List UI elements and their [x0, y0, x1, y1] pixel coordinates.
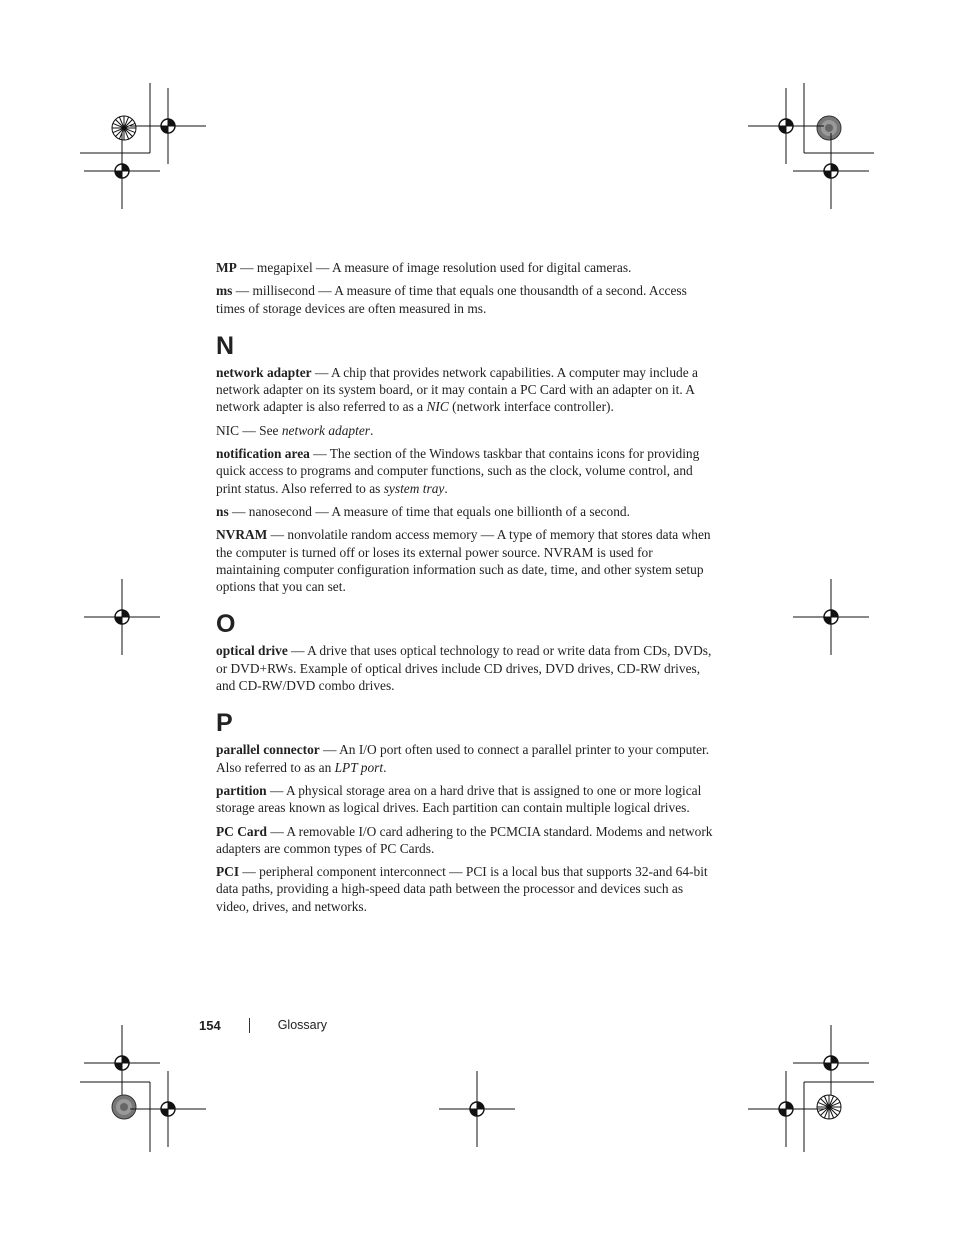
page-number: 154 [199, 1017, 221, 1033]
entry-dash: — [311, 364, 331, 380]
entry-dash: — [267, 527, 288, 543]
entry-dash: — [239, 864, 260, 880]
entry-definition-end: (network interface controller). [448, 399, 614, 415]
entry-term: partition [216, 782, 267, 798]
entry-dash: — [266, 782, 286, 798]
glossary-body [216, 259, 716, 921]
entry-definition: nanosecond — A measure of time that equals one billionth of a second. [248, 503, 630, 519]
entry-italic: NIC [426, 399, 449, 415]
entry-term: notification area [216, 446, 310, 462]
footer-section-title: Glossary [277, 1018, 328, 1032]
entry-italic: system tray [383, 480, 445, 496]
entry-definition: nonvolatile random access memory — A type of memory that stores data when the computer is turned off or loses its external power source. NVRAM is used for maintaining computer configuration information such as date, time, and other system setup options that you can set. [216, 527, 711, 595]
entry-definition-end: . [383, 759, 387, 775]
entry-term: ms [216, 283, 233, 299]
entry-dash: — [232, 283, 253, 299]
entry-italic: LPT port [334, 759, 384, 775]
glossary-entry-ms [216, 282, 716, 317]
footer-divider [249, 1018, 250, 1033]
entry-definition: The section of the Windows taskbar that contains icons for providing quick access to programs and computer functions, such as the clock, volume control, and print status. Also referred to as [216, 446, 700, 496]
entry-definition-end: . [444, 480, 448, 496]
entry-dash: — [239, 422, 260, 438]
entry-term: ns [216, 503, 229, 519]
entry-term: PC Card [216, 823, 267, 839]
entry-italic: network adapter [281, 422, 370, 438]
entry-term: NVRAM [216, 527, 268, 543]
glossary-entry-partition [216, 782, 716, 817]
glossary-entry-ns [216, 503, 716, 520]
entry-definition: A physical storage area on a hard drive that is assigned to one or more logical storage areas known as logical drives. Each partition can contain multiple logical drives. [216, 782, 702, 816]
glossary-entry-optical-drive [216, 642, 716, 694]
entry-definition: An I/O port often used to connect a parallel printer to your computer. Also referred to as an [216, 742, 710, 775]
glossary-entry-pc-card [216, 823, 716, 858]
entry-dash: — [287, 643, 308, 659]
entry-dash: — [266, 823, 287, 839]
section-heading-n: N [216, 331, 235, 360]
entry-term: PCI [216, 864, 240, 880]
section-heading-o: O [216, 610, 236, 639]
entry-dash: — [236, 260, 257, 275]
entry-definition: See [259, 422, 282, 438]
glossary-entry-notification-area [216, 445, 716, 497]
entry-definition-end: . [370, 422, 374, 438]
entry-term: network adapter [216, 364, 312, 380]
glossary-entry-mp [216, 259, 716, 276]
entry-definition: peripheral component interconnect — PCI is a local bus that supports 32-and 64-bit data paths, providing a high-speed data path between the processor and devices such as video, drives, and networks. [216, 864, 708, 914]
glossary-entry-network-adapter [216, 364, 716, 416]
glossary-entry-pci [216, 863, 716, 915]
glossary-entry-nvram [216, 526, 716, 595]
entry-term: NIC [216, 422, 240, 438]
entry-definition: A drive that uses optical technology to read or write data from CDs, DVDs, or DVD+RWs. Example of optical drives include CD drives, DVD drives, CD-RW drives, and CD-RW/DVD combo drives. [216, 643, 712, 694]
entry-definition: megapixel — A measure of image resolution used for digital cameras. [256, 260, 632, 275]
entry-dash: — [228, 503, 249, 519]
entry-term: MP [216, 260, 237, 275]
entry-dash: — [319, 742, 340, 758]
entry-definition: A chip that provides network capabilities. A computer may include a network adapter on its system board, or it may contain a PC Card with an adapter on it. A network adapter is also referred to as a [216, 364, 698, 415]
entry-dash: — [309, 446, 330, 462]
entry-term: parallel connector [216, 742, 320, 758]
glossary-entry-nic [216, 422, 716, 439]
entry-definition: A removable I/O card adhering to the PCMCIA standard. Modems and network adapters are common types of PC Cards. [216, 823, 713, 856]
entry-definition: millisecond — A measure of time that equals one thousandth of a second. Access times of storage devices are often measured in ms. [216, 283, 687, 316]
page-footer [199, 1015, 327, 1035]
glossary-entry-parallel-connector [216, 741, 716, 776]
section-heading-p: P [216, 709, 233, 738]
entry-term: optical drive [216, 643, 288, 659]
